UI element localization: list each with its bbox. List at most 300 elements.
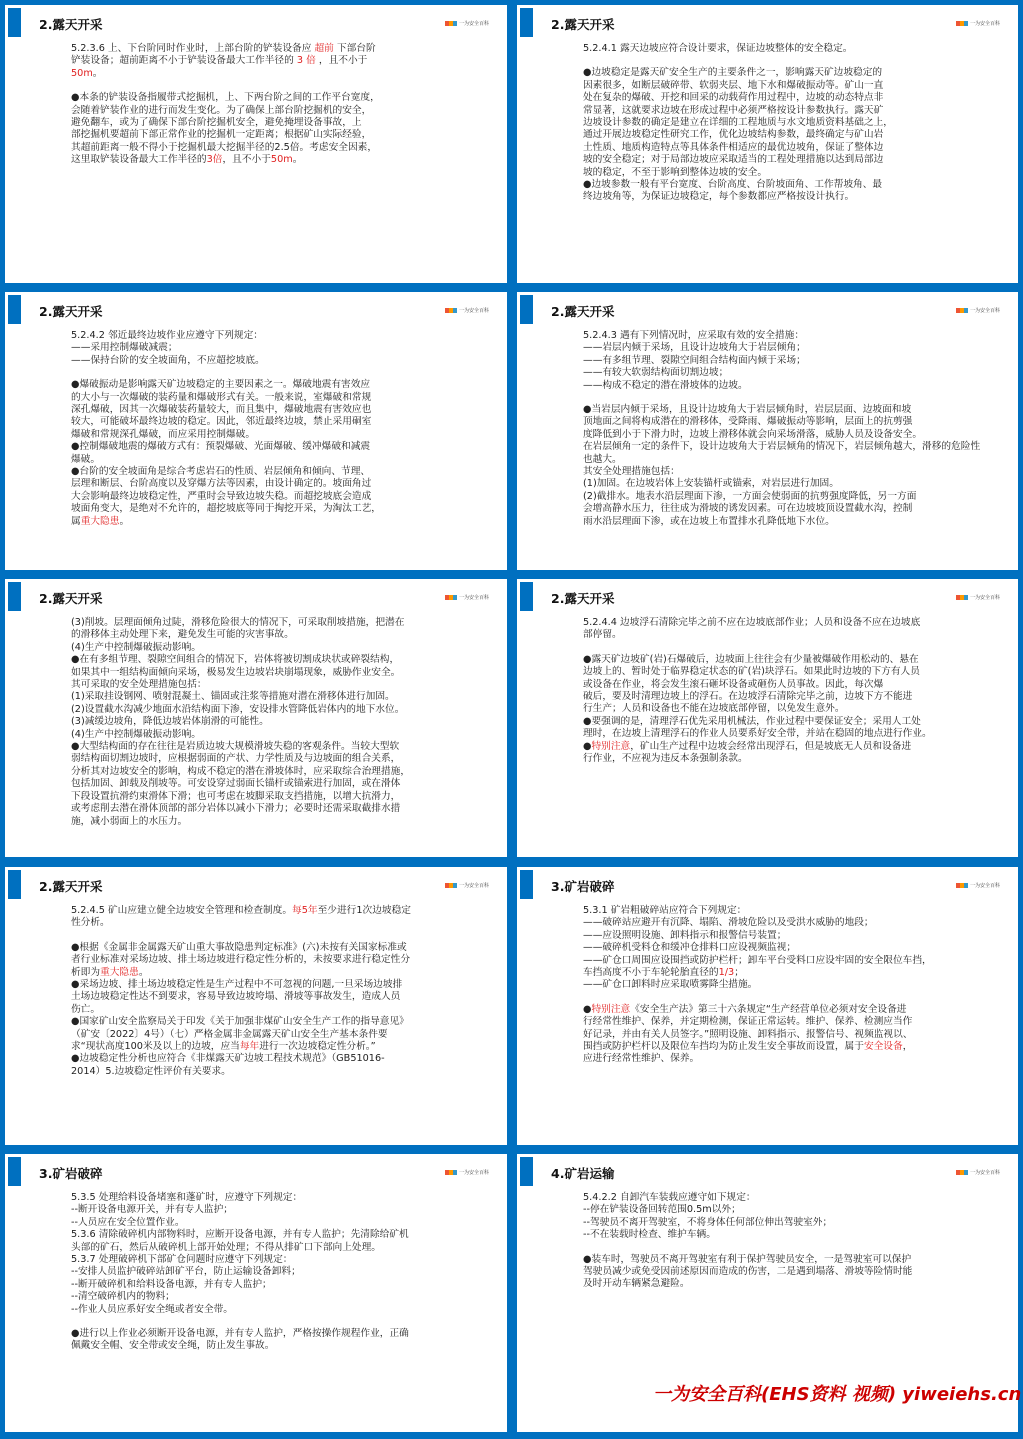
text-line	[71, 466, 473, 478]
text-line	[583, 117, 984, 129]
brand-logo-icon	[956, 1170, 968, 1175]
text-line	[583, 617, 984, 629]
text-segment: 5.3.6 清除破碎机内部物料时，应断开设备电源，并有专人监护；先清除给矿机	[71, 1229, 409, 1241]
text-segment: ●要强调的是，清理浮石优先采用机械法，作业过程中要保证安全；采用人工处	[583, 715, 921, 727]
slide-title: 3.矿岩破碎	[39, 1166, 103, 1181]
text-line	[583, 1204, 984, 1216]
text-segment: 至少进行1次边坡稳定	[317, 905, 411, 916]
text-line	[583, 679, 984, 691]
paragraph-gap	[583, 1242, 984, 1254]
slide-accent-bar	[520, 582, 533, 611]
text-segment: 施，减小弱面上的水压力。	[71, 815, 188, 827]
text-line	[583, 917, 984, 929]
text-segment: 避免翻车，或为了确保下部台阶挖掘机安全，避免掩埋设备事故，上	[71, 117, 362, 129]
text-segment: (1)加固。在边坡岩体上安装锚杆或锚索，对岩层进行加固。	[583, 478, 839, 490]
text-line	[583, 967, 984, 979]
text-segment: ●边坡稳定是露天矿安全生产的主要条件之一，影响露天矿边坡稳定的	[583, 67, 883, 79]
text-line	[71, 954, 473, 966]
text-segment: (4)生产中控制爆破振动影响。	[71, 641, 201, 653]
paragraph-gap	[71, 930, 473, 942]
text-segment: 的大小与一次爆破的装药量和爆破形式有关。一般来说，室爆破和常规	[71, 391, 372, 403]
brand-logo-icon	[956, 595, 968, 600]
brand-logo-text: 一为安全百科	[458, 21, 489, 27]
text-segment: 属	[71, 515, 81, 527]
text-line	[71, 516, 473, 528]
text-line	[583, 629, 984, 641]
text-line	[583, 955, 984, 967]
text-line	[583, 330, 984, 342]
text-segment: --断开设备电源开关，并有专人监护；	[71, 1204, 233, 1216]
text-line	[71, 1266, 473, 1278]
slide-title: 2.露天开采	[39, 17, 103, 32]
slide-title: 4.矿岩运输	[551, 1166, 615, 1181]
brand-logo-icon	[445, 21, 457, 26]
text-segment: (3)削坡。层理面倾角过陡，滑移危险很大的情况下，可采取削坡措施，把潜在	[71, 617, 405, 628]
slide-body	[583, 1192, 984, 1291]
brand-logo	[445, 882, 489, 889]
text-line	[583, 666, 984, 678]
text-segment: ●	[583, 740, 592, 752]
highlight-text: 超前	[314, 43, 334, 54]
text-line	[71, 1066, 473, 1078]
text-segment: 其超前距离一般不得小于挖掘机最大挖掘半径的2.5倍。考虑安全因素，	[71, 141, 378, 153]
paragraph-gap	[583, 55, 984, 67]
text-segment: 。	[92, 67, 103, 79]
brand-logo-text: 一为安全百科	[458, 1170, 489, 1176]
text-segment: 车挡高度不小于车轮轮胎直径的	[583, 967, 719, 979]
text-segment: 5.2.4.4 边坡浮石清除完毕之前不应在边坡底部作业；人员和设备不应在边坡底	[583, 617, 921, 628]
text-segment: 求“现状高度100米及以上的边坡，应当	[71, 1041, 240, 1053]
brand-logo	[956, 20, 1000, 27]
brand-logo-icon	[956, 21, 968, 26]
text-line	[71, 1192, 473, 1204]
text-line	[583, 441, 984, 466]
text-segment: 头部的矿石，然后从破碎机上部开始处理；不得从排矿口下部向上处理。	[71, 1241, 381, 1253]
text-segment: 较大，可能破坏最终边坡的稳定。因此，邻近最终边坡，禁止采用硐室	[71, 416, 372, 428]
text-segment: 在岩层倾角一定的条件下，设计边坡角大于岩层倾角的情况下，岩层倾角越大，滑移的危险性也越大。	[583, 441, 981, 465]
text-line	[583, 741, 984, 753]
highlight-text: 50m	[270, 154, 293, 166]
text-line	[71, 129, 473, 141]
text-line	[71, 1254, 473, 1266]
text-line	[71, 753, 473, 765]
text-segment: 2014）5.边坡稳定性评价有关要求。	[71, 1065, 231, 1077]
text-line	[71, 429, 473, 441]
text-segment: 行生产；人员和设备也不能在边坡底部停留，以免发生意外。	[583, 703, 845, 715]
text-segment: 理时，在边坡上清理浮石的作业人员要系好安全带，并站在稳固的地点进行作业。	[583, 728, 932, 740]
text-line	[583, 930, 984, 942]
slide-title: 2.露天开采	[39, 591, 103, 606]
brand-logo-text: 一为安全百科	[969, 21, 1000, 27]
text-line	[583, 429, 984, 441]
text-segment: ——应设照明设施、卸料指示和报警信号装置；	[583, 929, 787, 941]
text-segment: ，矿山生产过程中边坡会经常出现浮石，但是坡底无人员和设备进	[630, 740, 912, 752]
text-line	[71, 105, 473, 117]
text-segment: 度降低到小于下滑力时，边坡上滑移体就会向采场滑落，威胁人员及设备安全。	[583, 428, 923, 440]
text-line	[583, 67, 984, 79]
slide-accent-bar	[8, 582, 21, 611]
slide-6	[517, 579, 1018, 857]
highlight-text: 1/3	[718, 967, 735, 979]
text-segment: --作业人员应系好安全绳或者安全带。	[71, 1303, 233, 1315]
text-line	[583, 129, 984, 141]
text-segment: 及时开动车辆紧急避险。	[583, 1278, 690, 1290]
text-line	[71, 1004, 473, 1016]
text-segment: 处在复杂的爆破、开挖和回采的动载荷作用过程中，边坡的动态特点非	[583, 92, 884, 104]
slide-7	[5, 867, 507, 1145]
text-line	[71, 1204, 473, 1216]
text-segment: 边坡上的、暂时处于临界稳定状态的矿(岩)块浮石。如果此时边坡的下方有人员	[583, 666, 920, 678]
text-line	[583, 478, 984, 490]
text-line	[583, 404, 984, 416]
text-line	[71, 667, 473, 679]
text-segment: 顶地面之间将构成潜在的滑移体，受降雨、爆破振动等影响，层面上的抗剪强	[583, 416, 913, 428]
slide-accent-bar	[520, 870, 533, 899]
text-line	[71, 92, 473, 104]
text-line	[71, 1242, 473, 1254]
text-line	[583, 691, 984, 703]
text-segment: 析即为	[71, 966, 101, 978]
slide-body	[583, 43, 984, 204]
text-segment: ●采场边坡、排土场边坡稳定性是生产过程中不可忽视的问题,一旦采场边坡排	[71, 979, 403, 991]
text-segment: ——有较大软弱结构面切割边坡；	[583, 367, 729, 379]
paragraph-gap	[71, 80, 473, 92]
slide-title: 2.露天开采	[39, 304, 103, 319]
text-line	[71, 1053, 473, 1065]
text-segment: 通过开展边坡稳定性研究工作，优化边坡结构参数，最终确定与矿山岩	[583, 129, 884, 141]
text-segment: 坡面角变大，是绝对不允许的，超挖坡底等同于掏挖开采，为淘汰工艺，	[71, 503, 381, 515]
highlight-text: 特别注意	[591, 740, 631, 752]
text-segment: (2)设置截水沟减少地面水沿结构面下渗，安设排水管降低岩体内的地下水位。	[71, 703, 405, 715]
text-line	[71, 1041, 473, 1053]
text-segment: ●当岩层内倾于采场，且设计边坡角大于岩层倾角时，岩层层面、边坡面和坡	[583, 404, 912, 416]
text-line	[583, 1041, 984, 1053]
text-line	[71, 617, 473, 629]
text-segment: 包括加固、卸载及削坡等。可安设穿过弱面长锚杆或锚索进行加固，或在滑体	[71, 778, 401, 790]
text-line	[583, 1192, 984, 1204]
text-segment: 5.2.4.1 露天边坡应符合设计要求，保证边坡整体的安全稳定。	[583, 43, 853, 54]
text-line	[71, 905, 473, 917]
text-segment: ——构成不稳定的潜在滑坡体的边坡。	[583, 379, 748, 391]
text-line	[71, 729, 473, 741]
text-segment: ●台阶的安全坡面角是综合考虑岩石的性质、岩层倾角和倾向、节理、	[71, 466, 371, 478]
text-segment: 的滑移体主动处理下来，避免发生可能的灾害事故。	[71, 629, 294, 641]
text-segment: 驾驶员减少或免受因前述原因而造成的伤害，二是遇到塌落、滑坡等险情时能	[583, 1266, 913, 1278]
text-line	[71, 404, 473, 416]
text-line	[71, 355, 473, 367]
text-segment: ●露天矿边坡矿(岩)石爆破后，边坡面上往往会有少量被爆破作用松动的、悬在	[583, 653, 919, 665]
text-line	[71, 741, 473, 753]
slide-accent-bar	[8, 870, 21, 899]
text-line	[71, 330, 473, 342]
text-segment: 。	[119, 515, 130, 527]
text-line	[71, 392, 473, 404]
text-segment: ——岩层内倾于采场，且设计边坡角大于岩层倾角；	[583, 342, 806, 354]
brand-logo-text: 一为安全百科	[458, 595, 489, 601]
text-line	[71, 1291, 473, 1303]
text-segment: ●进行以上作业必须断开设备电源，并有专人监护，严格按操作规程作业，正确	[71, 1328, 409, 1340]
highlight-text: 每年	[239, 1041, 260, 1053]
text-segment: ——采用控制爆破减震；	[71, 342, 178, 354]
text-line	[71, 342, 473, 354]
text-line	[71, 1328, 473, 1340]
brand-logo	[445, 20, 489, 27]
text-segment: --停在铲装设备回转范围0.5m以外；	[583, 1204, 741, 1216]
brand-logo-icon	[445, 883, 457, 888]
text-line	[71, 679, 473, 691]
slide-title: 2.露天开采	[551, 17, 615, 32]
slide-title: 2.露天开采	[39, 879, 103, 894]
slide-body	[583, 330, 984, 528]
text-line	[583, 1229, 984, 1241]
text-segment: ●本条的铲装设备指履带式挖掘机，上、下两台阶之间的工作平台宽度，	[71, 92, 380, 104]
text-line	[583, 43, 984, 55]
text-segment: 5.2.3.6 上、下台阶同时作业时，上部台阶的铲装设备应	[71, 43, 315, 54]
text-line	[583, 1029, 984, 1041]
brand-logo-icon	[445, 308, 457, 313]
text-segment: --断开破碎机和给料设备电源，并有专人监护；	[71, 1278, 272, 1290]
text-line	[71, 142, 473, 154]
text-line	[583, 191, 984, 203]
text-segment: (1)采取挂设钢网、喷射混凝土、锚固或注浆等措施对潜在滑移体进行加固。	[71, 691, 395, 703]
text-segment: 者行业标准对采场边坡、排土场边坡进行稳定性分析的，未按要求进行稳定性分	[71, 954, 411, 966]
slide-body	[583, 617, 984, 765]
text-segment: 应进行经常性维护、保养。	[583, 1053, 700, 1065]
text-segment: 因素很多，如断层破碎带、软弱夹层、地下水和爆破振动等。矿山一直	[583, 79, 884, 91]
text-line	[71, 154, 473, 166]
text-line	[71, 778, 473, 790]
text-line	[583, 1278, 984, 1290]
text-segment: ●边坡稳定性分析也应符合《非煤露天矿边坡工程技术规范》（GB51016-	[71, 1053, 385, 1065]
text-line	[71, 991, 473, 1003]
slide-title: 2.露天开采	[551, 591, 615, 606]
text-segment: --人员应在安全位置作业。	[71, 1216, 185, 1228]
text-line	[583, 716, 984, 728]
brand-logo-text: 一为安全百科	[969, 595, 1000, 601]
text-segment: ——破碎站应避开有沉降、塌陷、滑坡危险以及受洪水威胁的地段；	[583, 917, 874, 929]
slide-accent-bar	[520, 1157, 533, 1186]
text-segment: ——保持台阶的安全坡面角，不应超挖坡底。	[71, 354, 265, 366]
text-segment: ●边坡参数一般有平台宽度、台阶高度、台阶坡面角、工作帮坡角、最	[583, 179, 883, 191]
text-line	[71, 416, 473, 428]
text-line	[71, 379, 473, 391]
text-segment: 铲装设备；超前距离不小于铲装设备最大工作半径的	[71, 55, 297, 67]
text-segment: 弱结构面切割边坡时，应根据弱面的产状、力学性质及与边坡面的组合关系，	[71, 753, 401, 765]
text-line	[583, 1004, 984, 1016]
text-segment: 分析其对边坡安全的影响，构成不稳定的潜在滑坡体时，应采取综合治理措施，	[71, 765, 411, 777]
text-line	[583, 942, 984, 954]
text-segment: 这里取铲装设备最大工作半径的	[71, 154, 207, 166]
slide-accent-bar	[520, 295, 533, 324]
text-line	[583, 1266, 984, 1278]
text-segment: 《安全生产法》第三十六条规定“生产经营单位必须对安全设备进	[630, 1003, 907, 1015]
slide-body	[71, 617, 473, 828]
brand-logo	[956, 594, 1000, 601]
text-line	[71, 1029, 473, 1041]
text-segment: 雨水沿层理面下渗，或在边坡上布置排水孔降低地下水位。	[583, 515, 835, 527]
text-line	[71, 55, 473, 67]
text-line	[583, 80, 984, 92]
text-line	[71, 1304, 473, 1316]
text-line	[71, 816, 473, 828]
text-segment: 5.4.2.2 自卸汽车装载应遵守如下规定：	[583, 1192, 756, 1203]
text-segment: ●控制爆破地震的爆破方式有：预裂爆破、光面爆破、缓冲爆破和减震	[71, 441, 371, 453]
text-line	[583, 142, 984, 154]
text-line	[71, 1279, 473, 1291]
text-line	[71, 478, 473, 490]
paragraph-gap	[583, 992, 984, 1004]
text-segment: ；	[734, 967, 744, 979]
text-line	[71, 441, 473, 453]
slide-body	[71, 905, 473, 1078]
brand-logo-text: 一为安全百科	[458, 883, 489, 889]
text-segment: 深孔爆破，因其一次爆破装药量较大，而且集中，爆破地震有害效应也	[71, 404, 372, 416]
brand-logo-icon	[956, 883, 968, 888]
text-line	[583, 1217, 984, 1229]
brand-logo	[956, 1169, 1000, 1176]
highlight-text: 安全设备	[863, 1041, 903, 1053]
brand-logo-text: 一为安全百科	[969, 1170, 1000, 1176]
text-segment: 行经常性维护、保养，并定期检测，保证正常运转。维护、保养、检测应当作	[583, 1016, 913, 1028]
slide-9	[5, 1154, 507, 1432]
text-segment: 部停留。	[583, 629, 622, 641]
paragraph-gap	[71, 1316, 473, 1328]
text-line	[583, 654, 984, 666]
text-line	[71, 917, 473, 929]
text-segment: 好记录，并由有关人员签字。”照明设施、卸料指示、报警信号、视频监视以、	[583, 1028, 913, 1040]
text-segment: (2)截排水。地表水沿层理面下渗，一方面会使弱面的抗剪强度降低，另一方面	[583, 490, 917, 502]
text-segment: 坡的稳定，不至于影响到整体边坡的安全。	[583, 166, 768, 178]
text-segment: 会随着铲装作业的进行而发生变化。为了确保上部台阶挖掘机的安全，	[71, 104, 372, 116]
text-segment: 部挖掘机要超前下部正常作业的挖掘机一定距离；根据矿山实际经验，	[71, 129, 372, 141]
text-segment: 层理和断层、台阶高度以及穿爆方法等因素，由设计确定的。坡面角过	[71, 478, 372, 490]
text-line	[583, 905, 984, 917]
text-line	[583, 367, 984, 379]
text-line	[71, 454, 473, 466]
text-segment: 会增高静水压力，往往成为滑坡的诱发因素。可在边坡坡顶设置截水沟，控制	[583, 503, 913, 515]
brand-logo-icon	[445, 595, 457, 600]
text-segment: (4)生产中控制爆破振动影响。	[71, 728, 201, 740]
slide-body	[71, 330, 473, 528]
slide-accent-bar	[8, 1157, 21, 1186]
text-line	[583, 416, 984, 428]
paragraph-gap	[71, 367, 473, 379]
text-segment: 或考虑削去潜在滑体顶部的部分岩体以减小下滑力；必要时还需采取截排水措	[71, 803, 401, 815]
text-segment: --不在装载时检查、维护车辆。	[583, 1229, 716, 1241]
highlight-text: 每5年	[292, 905, 318, 916]
text-line	[71, 68, 473, 80]
text-segment: 5.3.5 处理给料设备堵塞和蓬矿时，应遵守下列规定：	[71, 1192, 303, 1203]
text-segment: ——矿仓口卸料时应采取喷雾降尘措施。	[583, 979, 758, 991]
paragraph-gap	[583, 392, 984, 404]
text-segment: 其可采取的安全处理措施包括：	[71, 679, 207, 691]
text-line	[583, 503, 984, 515]
brand-logo	[445, 594, 489, 601]
slide-5	[5, 579, 507, 857]
slide-accent-bar	[520, 8, 533, 37]
text-segment: ●大型结构面的存在往往是岩质边坡大规模滑坡失稳的客观条件。当较大型软	[71, 741, 400, 753]
brand-logo-text: 一为安全百科	[458, 308, 489, 314]
text-segment: (3)减缓边坡角，降低边坡岩体崩滑的可能性。	[71, 716, 269, 728]
brand-logo	[445, 1169, 489, 1176]
text-segment: ，且不小于	[222, 154, 271, 166]
text-line	[71, 1016, 473, 1028]
text-line	[583, 1254, 984, 1266]
text-segment: 围挡或防护栏杆以及限位车挡均为防止发生安全事故而设置，属于	[583, 1041, 864, 1053]
text-segment: 5.3.1 矿岩粗破碎站应符合下列规定：	[583, 905, 747, 916]
text-segment: --安排人员监护破碎站卸矿平台，防止运输设备卸料；	[71, 1266, 301, 1278]
text-line	[71, 704, 473, 716]
text-line	[71, 491, 473, 503]
text-segment: 行作业，不应视为违反本条强制条款。	[583, 753, 748, 765]
text-segment: 佩戴安全帽、安全带或安全绳，防止发生事故。	[71, 1340, 275, 1352]
text-segment: 爆破。	[71, 453, 101, 465]
text-segment: 终边坡角等，为保证边坡稳定，每个参数都应严格按设计执行。	[583, 191, 855, 203]
text-line	[71, 1340, 473, 1352]
text-segment: 5.3.7 处理破碎机下部矿仓问题时应遵守下列规定：	[71, 1254, 293, 1266]
text-line	[583, 491, 984, 503]
highlight-text: 3倍	[206, 154, 223, 166]
text-segment: 或设备在作业，将会发生滚石砸坏设备或砸伤人员事故。因此，每次爆	[583, 678, 884, 690]
text-segment: 5.2.4.3 遇有下列情况时，应采取有效的安全措施：	[583, 330, 805, 341]
text-segment: ●	[583, 1003, 592, 1015]
text-segment: 土场边坡稳定性达不到要求，容易导致边坡垮塌、滑坡等事故发生，造成人员	[71, 991, 401, 1003]
brand-logo-text: 一为安全百科	[969, 308, 1000, 314]
text-line	[71, 791, 473, 803]
text-segment: 下部台阶	[333, 43, 376, 54]
text-segment: --清空破碎机内的物料；	[71, 1291, 175, 1303]
text-line	[71, 979, 473, 991]
text-line	[583, 1053, 984, 1065]
slide-accent-bar	[8, 8, 21, 37]
text-segment: ●爆破振动是影响露天矿边坡稳定的主要因素之一。爆破地震有害效应	[71, 379, 371, 391]
text-segment: 进行一次边坡稳定性分析。”	[259, 1041, 376, 1053]
text-segment: ——矿仓口周围应设围挡或防护栏杆；卸车平台受料口应设牢固的安全限位车挡，	[583, 954, 932, 966]
highlight-text: 3 倍	[296, 55, 316, 67]
text-line	[71, 803, 473, 815]
text-line	[71, 629, 473, 641]
site-watermark-footer[interactable]: 一为安全百科(EHS资料 视频) yiweiehs.cn	[653, 1384, 1022, 1405]
text-line	[583, 753, 984, 765]
slide-accent-bar	[8, 295, 21, 324]
brand-logo-icon	[956, 308, 968, 313]
brand-logo-icon	[445, 1170, 457, 1175]
text-segment: 边坡设计参数的确定是建立在详细的工程地质与水文地质资料基础之上，	[583, 117, 893, 129]
text-line	[71, 766, 473, 778]
highlight-text: 特别注意	[591, 1003, 631, 1015]
text-segment: 性分析。	[71, 917, 110, 929]
slide-3	[5, 292, 507, 570]
text-segment: ●在有多组节理、裂隙空间组合的情况下，岩体将被切割成块状或碎裂结构，	[71, 654, 400, 666]
text-line	[583, 728, 984, 740]
slide-title: 3.矿岩破碎	[551, 879, 615, 894]
highlight-text: 50m	[71, 67, 93, 79]
text-segment: 土性质、地质构造特点等具体条件相适应的最优边坡角，保证了整体边	[583, 141, 884, 153]
brand-logo	[956, 307, 1000, 314]
text-line	[583, 380, 984, 392]
text-line	[71, 503, 473, 515]
text-segment: 伤亡。	[71, 1003, 101, 1015]
text-segment: 如果其中一组结构面倾向采场，极易发生边坡岩块崩塌现象，威胁作业安全。	[71, 666, 401, 678]
text-segment: 破后，要及时清理边坡上的浮石。在边坡浮石清除完毕之前，边坡下方不能进	[583, 691, 913, 703]
text-segment: --驾驶员不离开驾驶室，不将身体任何部位伸出驾驶室外；	[583, 1216, 833, 1228]
text-segment: 5.2.4.5 矿山应建立健全边坡安全管理和检查制度。	[71, 905, 293, 916]
text-segment: 常显著，这就要求边坡在形成过程中必须严格按设计参数执行。露天矿	[583, 104, 884, 116]
text-segment: 下段设置抗滑约束滑体下滑；也可考虑在坡脚采取支挡措施，以增大抗滑力，	[71, 790, 401, 802]
text-segment: ●国家矿山安全监察局关于印发《关于加强非煤矿山安全生产工作的指导意见》	[71, 1016, 409, 1028]
text-line	[71, 117, 473, 129]
text-segment: 。	[138, 966, 149, 978]
